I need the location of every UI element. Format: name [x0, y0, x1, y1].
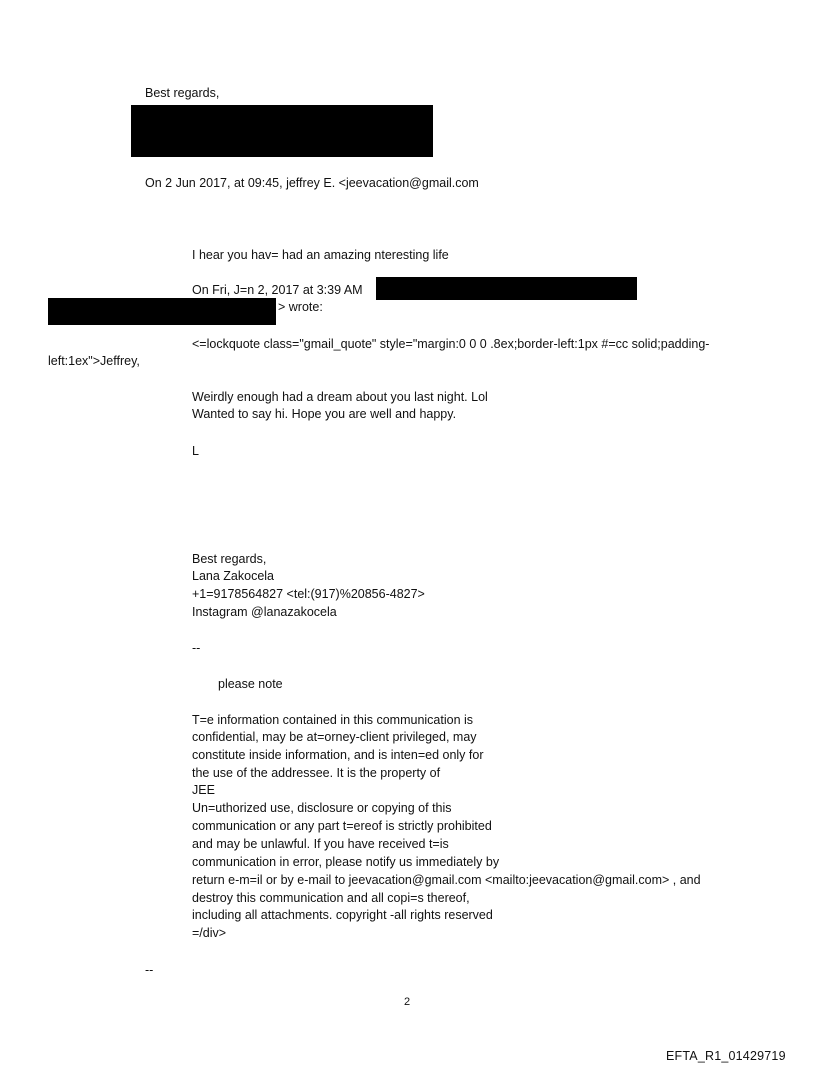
redaction-block	[131, 105, 433, 157]
blockquote-markup: <=lockquote class="gmail_quote" style="margin:0 0 0 .8ex;border-left:1px #=cc solid;padding-	[192, 337, 710, 351]
disclaimer-line: JEE	[192, 783, 215, 797]
disclaimer-line: and may be unlawful. If you have received t=is	[192, 837, 449, 851]
page-number: 2	[404, 996, 411, 1008]
disclaimer-line: communication or any part t=ereof is strictly prohibited	[192, 819, 492, 833]
reply-wrote: > wrote:	[278, 300, 323, 314]
disclaimer-line: including all attachments. copyright -all rights reserved	[192, 908, 493, 922]
disclaimer-line: constitute inside information, and is inten=ed only for	[192, 748, 484, 762]
body-text: Weirdly enough had a dream about you last night. Lol	[192, 390, 488, 404]
disclaimer-line: T=e information contained in this communication is	[192, 713, 474, 727]
please-note: please note	[218, 677, 283, 691]
reply-header: On Fri, J=n 2, 2017 at 3:39 AM	[192, 283, 363, 297]
document-id: EFTA_R1_01429719	[666, 1049, 786, 1063]
blockquote-markup-cont: left:1ex">Jeffrey,	[48, 354, 140, 368]
separator: --	[145, 963, 154, 977]
signature-closing: Best regards,	[192, 552, 267, 566]
quote-header: On 2 Jun 2017, at 09:45, jeffrey E. <jeevacation@gmail.com	[145, 176, 479, 190]
redaction-block	[376, 277, 637, 300]
disclaimer-line: confidential, may be at=orney-client privileged, may	[192, 730, 477, 744]
disclaimer-line: Un=uthorized use, disclosure or copying of this	[192, 801, 452, 815]
initial: L	[192, 444, 199, 458]
disclaimer-line: the use of the addressee. It is the property of	[192, 766, 441, 780]
redaction-block	[48, 298, 276, 325]
message-text: I hear you hav= had an amazing nteresting life	[192, 248, 449, 262]
disclaimer-line: =/div>	[192, 926, 227, 940]
body-text: Wanted to say hi. Hope you are well and happy.	[192, 407, 457, 421]
signature-phone: +1=9178564827 <tel:(917)%20856-4827>	[192, 587, 425, 601]
disclaimer-line: return e-m=il or by e-mail to jeevacation@gmail.com <mailto:jeevacation@gmail.com> , and	[192, 873, 701, 887]
disclaimer-line: destroy this communication and all copi=s thereof,	[192, 891, 470, 905]
signature-name: Lana Zakocela	[192, 569, 275, 583]
disclaimer-line: communication in error, please notify us immediately by	[192, 855, 500, 869]
signature-instagram: Instagram @lanazakocela	[192, 605, 337, 619]
separator: --	[192, 641, 201, 655]
greeting: Best regards,	[145, 86, 220, 100]
